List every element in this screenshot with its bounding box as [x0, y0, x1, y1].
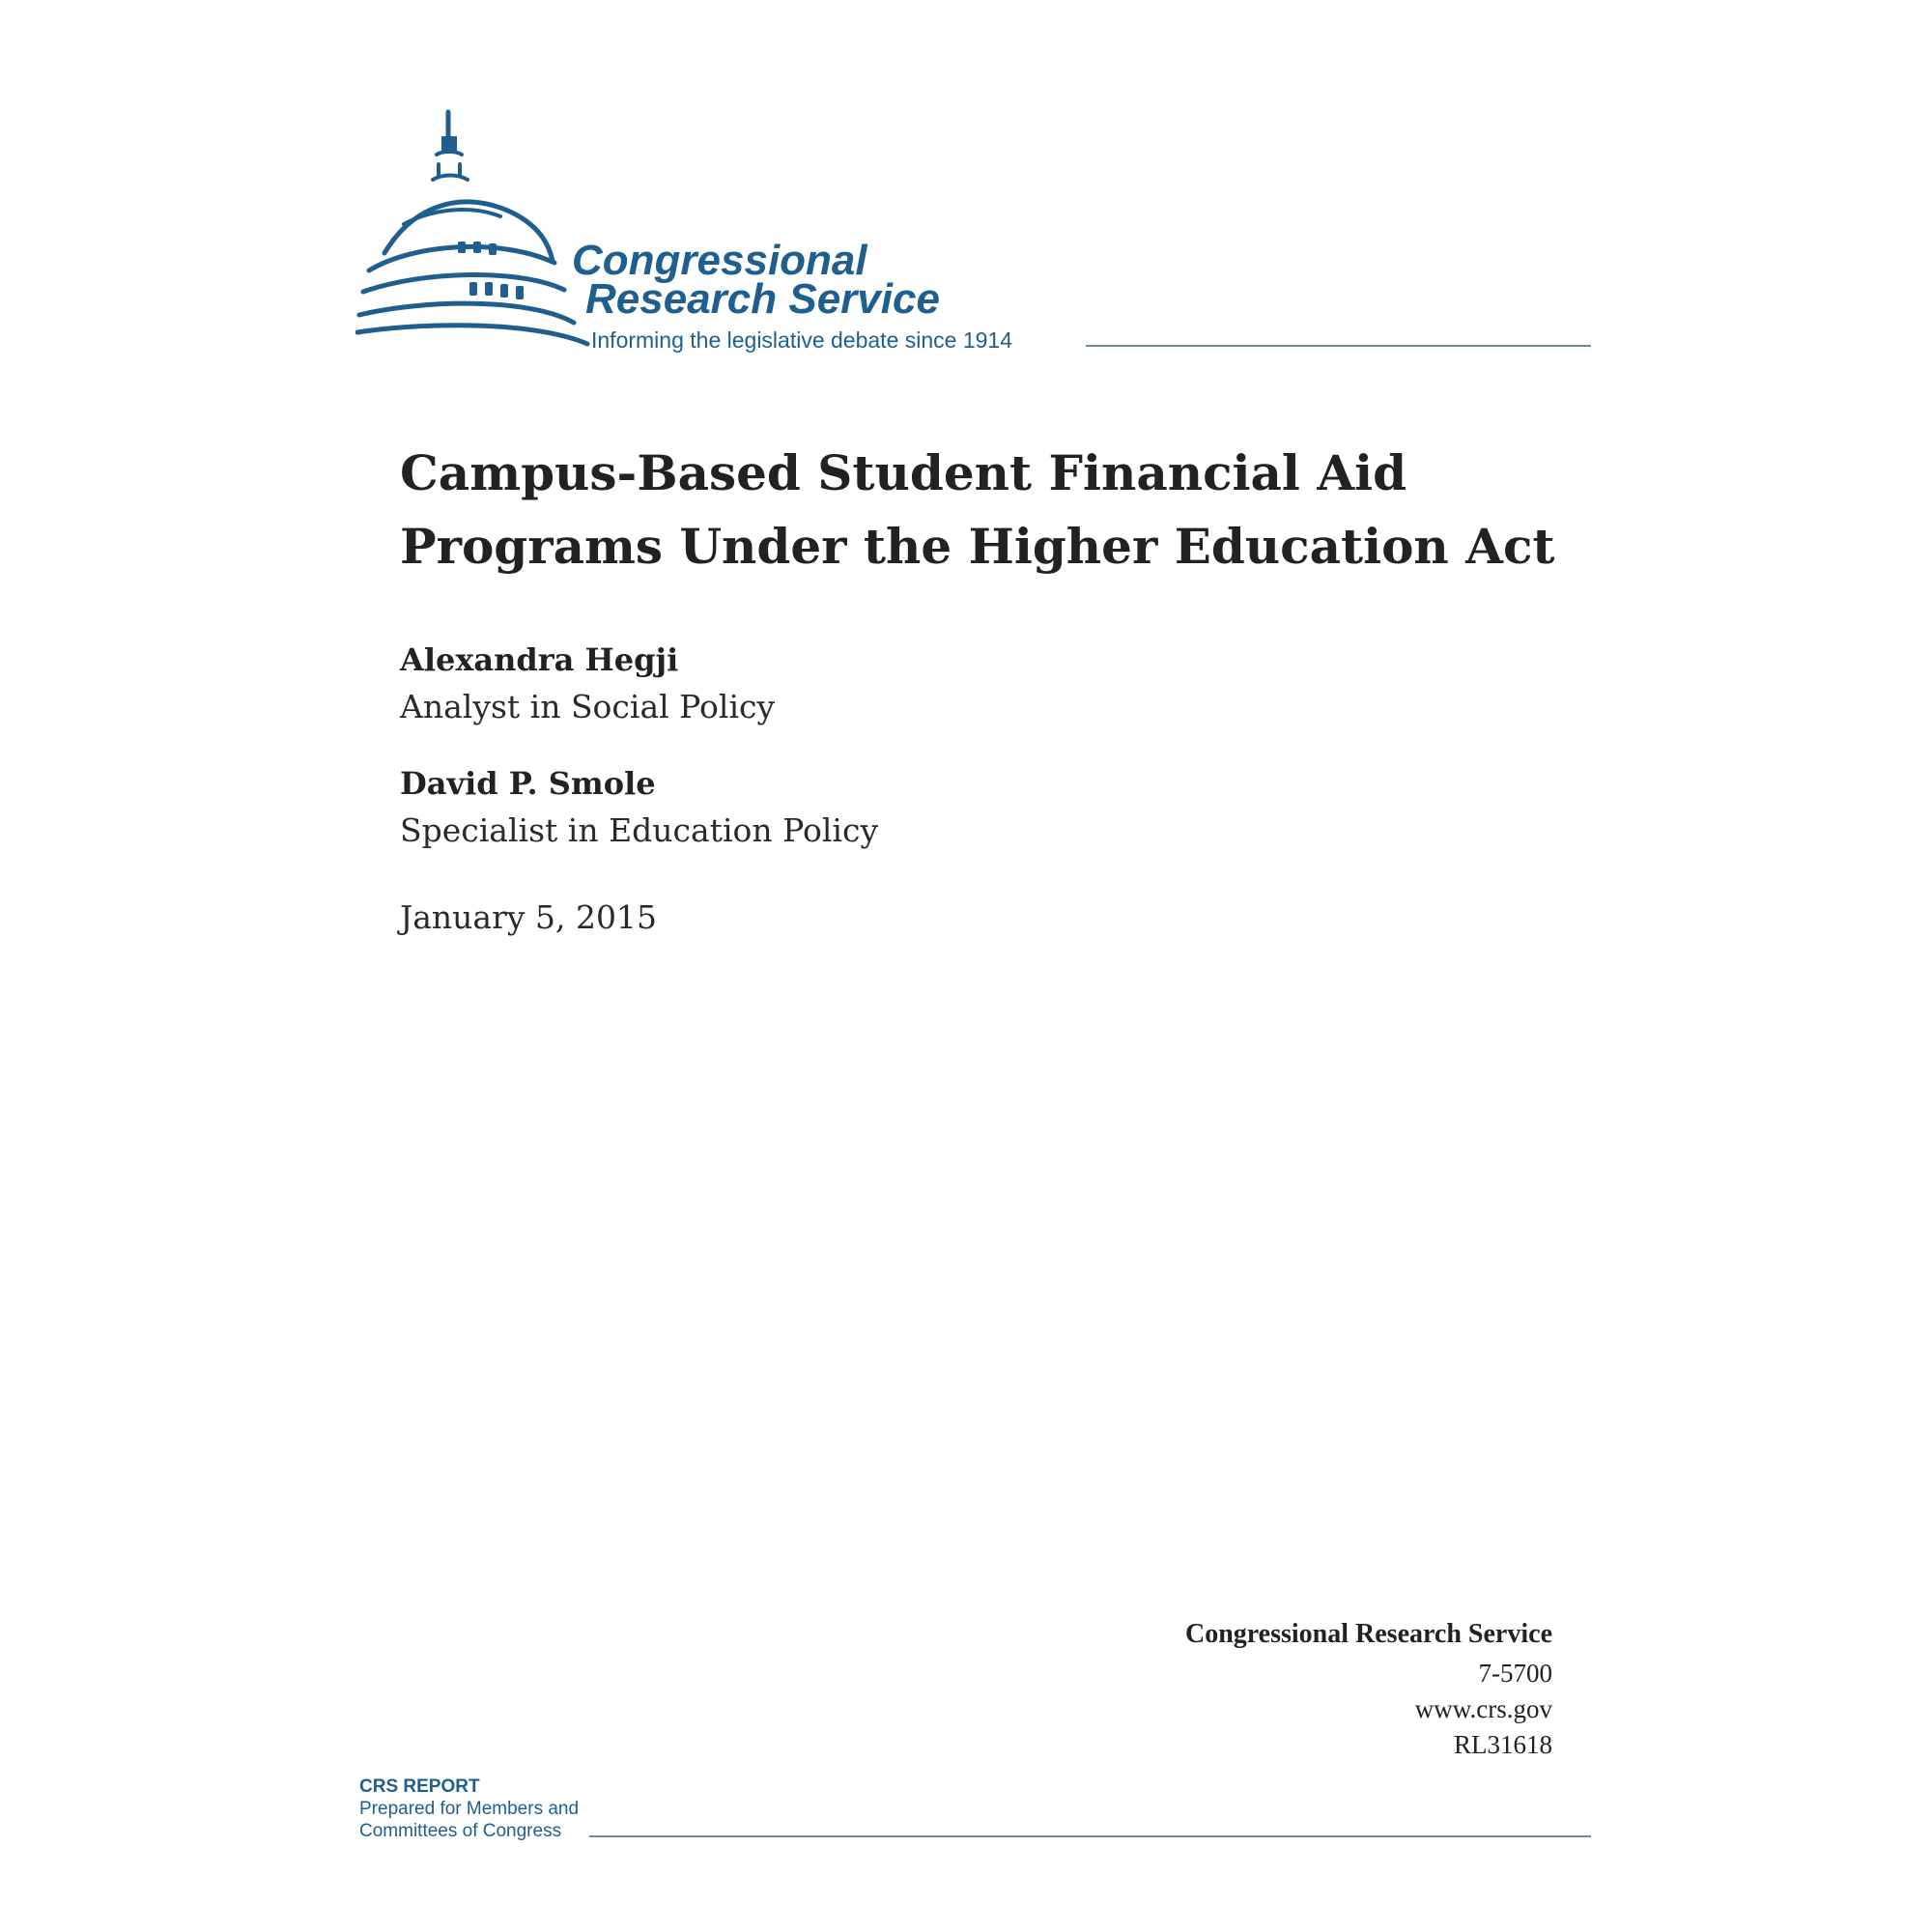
footer-org: Congressional Research Service: [1184, 1619, 1552, 1649]
author-role: Analyst in Social Policy: [400, 688, 776, 725]
report-title-line1: Campus-Based Student Financial Aid: [400, 444, 1407, 501]
crs-report-label: [359, 1776, 579, 1842]
logo-brand-line1: Congressional: [572, 237, 867, 284]
logo-tagline: Informing the legislative debate since 1914: [591, 327, 1013, 353]
footer-divider: [589, 1835, 1591, 1837]
footer-report-id: RL31618: [1453, 1730, 1552, 1759]
footer-info: [1185, 1613, 1552, 1763]
logo-brand-line2: Research Service: [585, 275, 940, 323]
footer-website: www.crs.gov: [1414, 1694, 1552, 1723]
report-title-line2: Programs Under the Higher Education Act: [400, 518, 1555, 575]
author-name: Alexandra Hegji: [400, 641, 679, 678]
capitol-dome-icon: [355, 108, 593, 350]
report-title: [400, 437, 1559, 583]
header-divider: [1086, 345, 1591, 347]
author-name: David P. Smole: [400, 765, 656, 802]
crs-report-heading: CRS REPORT: [359, 1776, 480, 1797]
author-role: Specialist in Education Policy: [400, 811, 879, 849]
report-date: January 5, 2015: [400, 898, 657, 936]
prepared-line2: Committees of Congress: [359, 1821, 562, 1841]
footer-number: 7-5700: [1478, 1659, 1552, 1688]
prepared-line1: Prepared for Members and: [359, 1799, 580, 1819]
